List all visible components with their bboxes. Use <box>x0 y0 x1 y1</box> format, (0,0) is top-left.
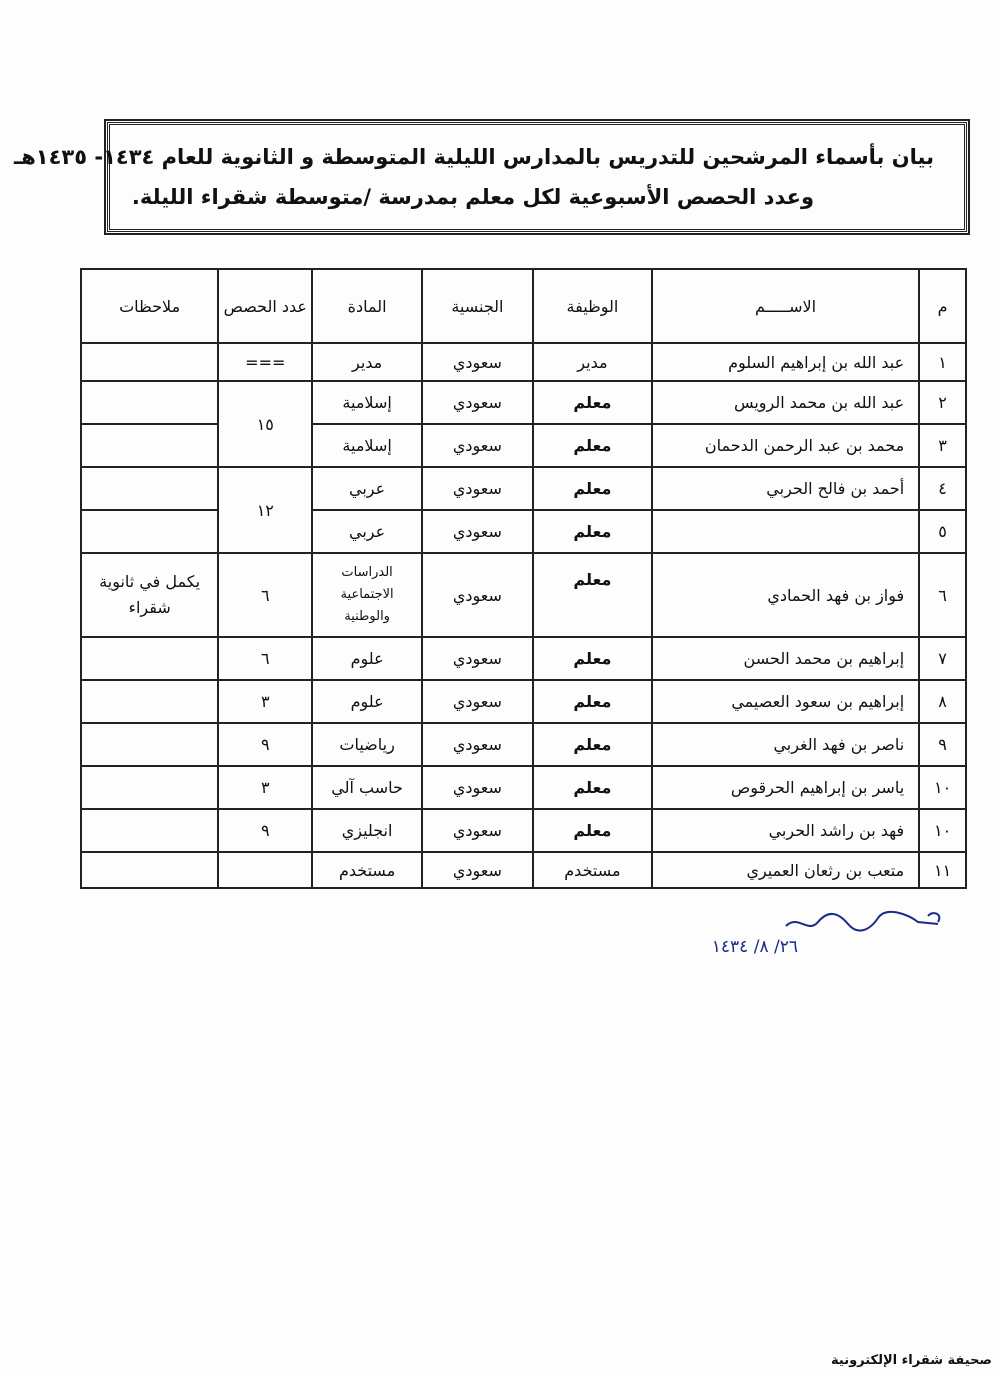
signature-scribble <box>711 908 948 958</box>
row-count: ٦ <box>218 637 312 680</box>
title-box-border <box>104 119 970 235</box>
row-job: معلم <box>533 424 652 467</box>
row-notes <box>81 852 218 888</box>
row-name: ناصر بن فهد الغربي <box>652 723 919 766</box>
table-row <box>81 343 966 381</box>
row-subject: مستخدم <box>312 852 421 888</box>
title-line-1: بيان بأسماء المرشحين للتدريس بالمدارس الليلية المتوسطة و الثانوية للعام ١٤٣٤- ١٤٣٥هـ <box>14 145 934 169</box>
row-job: معلم <box>533 510 652 553</box>
header-name: الاســـــم <box>652 269 919 343</box>
header-subject: المادة <box>312 269 421 343</box>
row-name: إبراهيم بن سعود العصيمي <box>652 680 919 723</box>
row-nationality: سعودي <box>422 809 533 852</box>
row-subject: انجليزي <box>312 809 421 852</box>
row-name: إبراهيم بن محمد الحسن <box>652 637 919 680</box>
row-nationality: سعودي <box>422 510 533 553</box>
row-notes <box>81 424 218 467</box>
row-name: متعب بن رثعان العميري <box>652 852 919 888</box>
row-subject: مدير <box>312 343 421 381</box>
row-num: ٣ <box>919 424 966 467</box>
row-num: ٥ <box>919 510 966 553</box>
header-num: م <box>919 269 966 343</box>
header-notes: ملاحظات <box>81 269 218 343</box>
table-row <box>81 723 966 766</box>
header-count: عدد الحصص <box>218 269 312 343</box>
signature-date: ٢٦/ ٨/ ١٤٣٤ <box>711 937 798 957</box>
row-notes <box>81 637 218 680</box>
row-subject: إسلامية <box>312 381 421 424</box>
row-notes <box>81 467 218 510</box>
row-subject: إسلامية <box>312 424 421 467</box>
row-name: عبد الله بن إبراهيم السلوم <box>652 343 919 381</box>
row-num: ٩ <box>919 723 966 766</box>
row-notes <box>81 766 218 809</box>
row-name: محمد بن عبد الرحمن الدحمان <box>652 424 919 467</box>
candidates-table <box>80 268 967 889</box>
title-box <box>14 122 967 232</box>
row-count: === <box>218 343 312 381</box>
row-notes <box>81 680 218 723</box>
row-nationality: سعودي <box>422 680 533 723</box>
row-nationality: سعودي <box>422 723 533 766</box>
row-subject: عربي <box>312 467 421 510</box>
row-job: معلم <box>533 723 652 766</box>
row-count: ١٥ <box>218 381 312 467</box>
row-subject: الدراسات الاجتماعية والوطنية <box>312 553 421 637</box>
row-count: ٣ <box>218 766 312 809</box>
row-count: ٩ <box>218 809 312 852</box>
row-nationality: سعودي <box>422 424 533 467</box>
row-nationality: سعودي <box>422 343 533 381</box>
row-num: ٦ <box>919 553 966 637</box>
row-subject: رياضيات <box>312 723 421 766</box>
row-job: معلم <box>533 467 652 510</box>
row-nationality: سعودي <box>422 467 533 510</box>
table-row <box>81 510 966 553</box>
table-row <box>81 680 966 723</box>
row-nationality: سعودي <box>422 553 533 637</box>
row-name: ياسر بن إبراهيم الحرقوص <box>652 766 919 809</box>
row-num: ١ <box>919 343 966 381</box>
row-nationality: سعودي <box>422 766 533 809</box>
row-job: مدير <box>533 343 652 381</box>
row-num: ١١ <box>919 852 966 888</box>
row-name: عبد الله بن محمد الرويس <box>652 381 919 424</box>
table-row <box>81 553 966 637</box>
row-count: ٣ <box>218 680 312 723</box>
row-name: أحمد بن فالح الحربي <box>652 467 919 510</box>
row-job: معلم <box>533 553 652 637</box>
row-job: مستخدم <box>533 852 652 888</box>
header-nationality: الجنسية <box>422 269 533 343</box>
row-nationality: سعودي <box>422 637 533 680</box>
table-row <box>81 852 966 888</box>
row-notes: يكمل في ثانوية شقراء <box>81 553 218 637</box>
row-job: معلم <box>533 637 652 680</box>
table-row <box>81 424 966 467</box>
table-row <box>81 766 966 809</box>
row-count: ١٢ <box>218 467 312 553</box>
row-notes <box>81 381 218 424</box>
row-subject: عربي <box>312 510 421 553</box>
table-row <box>81 809 966 852</box>
row-num: ١٠ <box>919 766 966 809</box>
table-header-row <box>81 269 966 343</box>
row-num: ٢ <box>919 381 966 424</box>
table-row <box>81 637 966 680</box>
row-name <box>652 510 919 553</box>
row-name: فواز بن فهد الحمادي <box>652 553 919 637</box>
row-job: معلم <box>533 381 652 424</box>
row-count: ٦ <box>218 553 312 637</box>
row-notes <box>81 809 218 852</box>
row-job: معلم <box>533 680 652 723</box>
row-subject: علوم <box>312 680 421 723</box>
row-nationality: سعودي <box>422 852 533 888</box>
row-job: معلم <box>533 766 652 809</box>
row-count: ٩ <box>218 723 312 766</box>
row-count <box>218 852 312 888</box>
row-name: فهد بن راشد الحربي <box>652 809 919 852</box>
row-subject: علوم <box>312 637 421 680</box>
row-num: ٨ <box>919 680 966 723</box>
footer-source: صحيفة شقراء الإلكترونية <box>831 1353 992 1368</box>
table-row <box>81 381 966 424</box>
title-line-2: وعدد الحصص الأسبوعية لكل معلم بمدرسة /متوسطة شقراء الليلة. <box>131 185 814 209</box>
table-row <box>81 467 966 510</box>
row-subject: حاسب آلي <box>312 766 421 809</box>
header-job: الوظيفة <box>533 269 652 343</box>
row-notes <box>81 723 218 766</box>
row-nationality: سعودي <box>422 381 533 424</box>
row-num: ٧ <box>919 637 966 680</box>
row-job: معلم <box>533 809 652 852</box>
signature <box>711 908 948 962</box>
row-notes <box>81 343 218 381</box>
row-num: ١٠ <box>919 809 966 852</box>
row-num: ٤ <box>919 467 966 510</box>
row-notes <box>81 510 218 553</box>
